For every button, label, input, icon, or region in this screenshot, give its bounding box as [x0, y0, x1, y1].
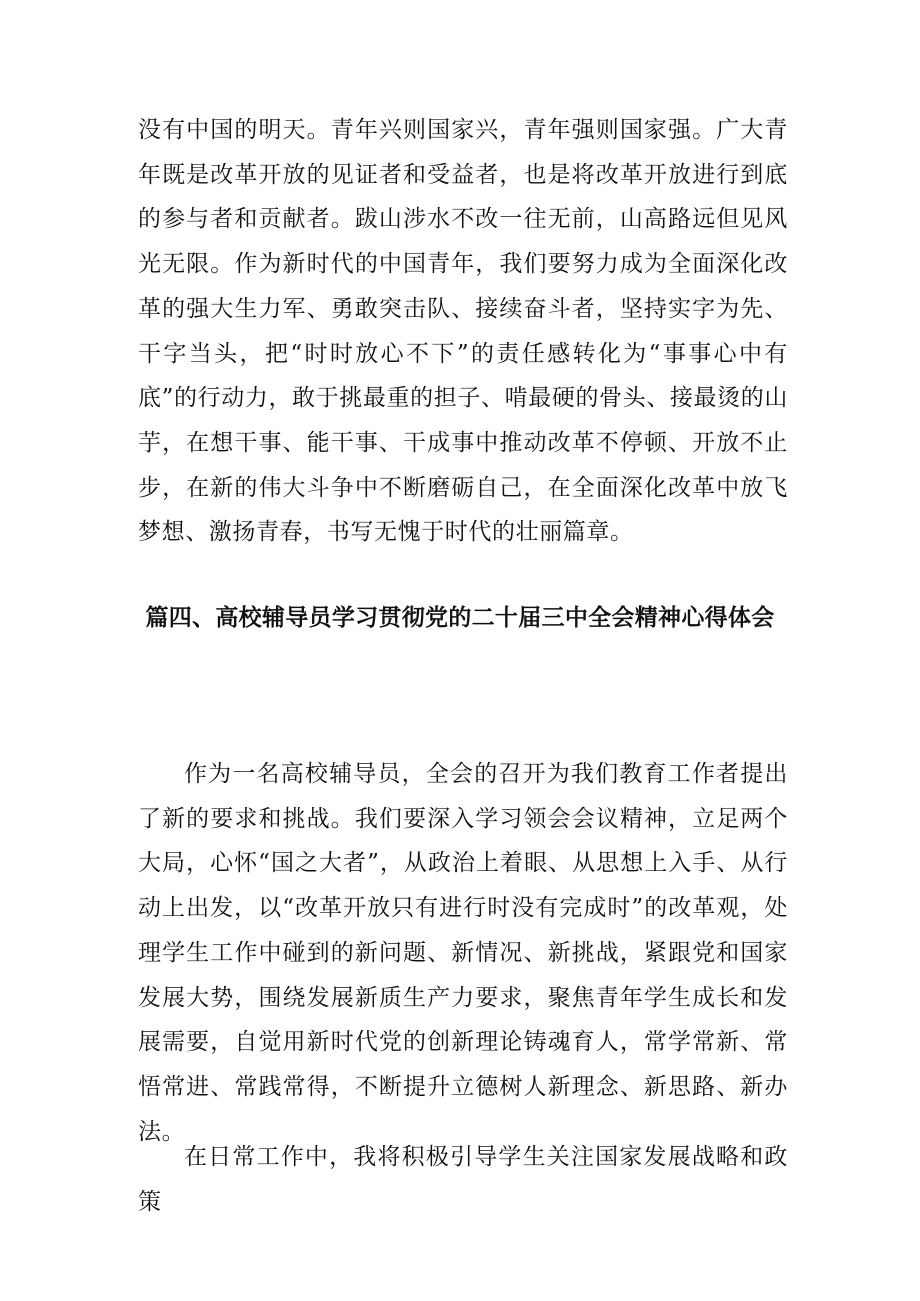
paragraph-continuation: 没有中国的明天。青年兴则国家兴，青年强则国家强。广大青年既是改革开放的见证者和受益者，也是将改革开放进行到底的参与者和贡献者。跋山涉水不改一往无前，山高路远但见风光无限。作为新时代的中国青年，我们要努力成为全面深化改革的强大生力军、勇敢突击队、接续奋斗者，坚持实字为先、干字当头，把“时时放心不下”的责任感转化为“事事心中有底”的行动力，敢于挑最重的担子、啃最硬的骨头、接最烫的山芋，在想干事、能干事、干成事中推动改革不停顿、开放不止步，在新的伟大斗争中不断磨砺自己，在全面深化改革中放飞梦想、激扬青春，书写无愧于时代的壮丽篇章。 — [138, 117, 788, 546]
paragraph-body-next: 在日常工作中，我将积极引导学生关注国家发展战略和政策 — [138, 1144, 788, 1215]
section-title: 篇四、高校辅导员学习贯彻党的二十届三中全会精神心得体会 — [145, 605, 775, 631]
paragraph-body: 作为一名高校辅导员，全会的召开为我们教育工作者提出了新的要求和挑战。我们要深入学习领会会议精神，立足两个大局，心怀“国之大者”，从政治上着眼、从思想上入手、从行动上出发，以“改革开放只有进行时没有完成时”的改革观，处理学生工作中碰到的新问题、新情况、新挑战，紧跟党和国家发展大势，围绕发展新质生产力要求，聚焦青年学生成长和发展需要，自觉用新时代党的创新理论铸魂育人，常学常新、常悟常进、常践常得，不断提升立德树人新理念、新思路、新办法。 — [138, 761, 788, 1145]
